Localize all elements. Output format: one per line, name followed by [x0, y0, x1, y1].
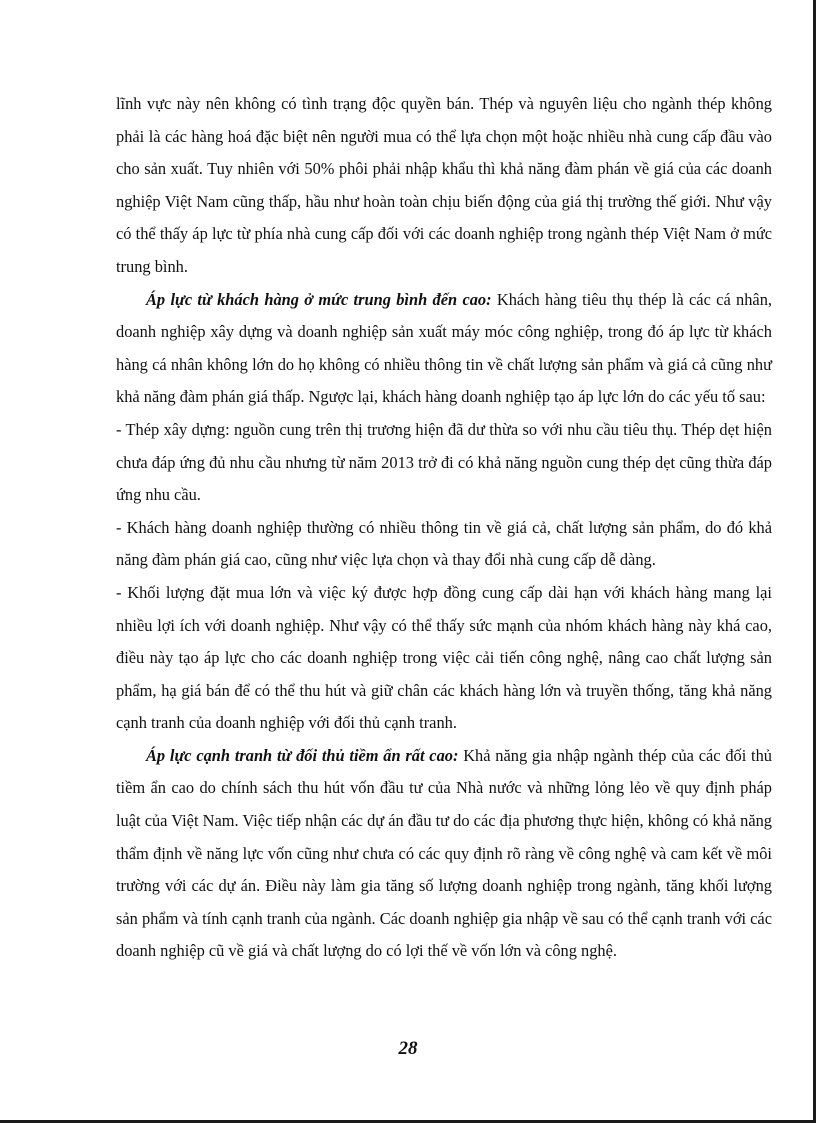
paragraph-text: - Khối lượng đặt mua lớn và việc ký được hợp đồng cung cấp dài hạn với khách hàng mang lại nhiều lợi ích với doanh nghiệp. Như vậy có thể thấy sức mạnh của nhóm khách hàng này khá cao, điều này tạo áp lực cho các doanh nghiệp trong việc cải tiến công nghệ, nâng cao chất lượng sản phẩm, hạ giá bán để có thể thu hút và giữ chân các khách hàng lớn và truyền thống, tăng khả năng cạnh tranh của doanh nghiệp với đối thủ cạnh tranh.: [116, 582, 772, 733]
paragraph-customer-pressure: [116, 284, 772, 414]
paragraph-text: - Thép xây dựng: nguồn cung trên thị trương hiện đã dư thừa so với nhu cầu tiêu thụ. Thép dẹt hiện chưa đáp ứng đủ nhu cầu nhưng từ năm 2013 trở đi có khả năng nguồn cung thép dẹt cũng thừa đáp ứng nhu cầu.: [116, 419, 772, 505]
page-body: [116, 88, 772, 968]
paragraph-lead: Áp lực cạnh tranh từ đối thủ tiềm ẩn rất cao:: [146, 745, 459, 765]
bullet-construction-steel: [116, 414, 772, 512]
page-number: 28: [398, 1038, 418, 1059]
paragraph-potential-entrants: [116, 740, 772, 968]
paragraph-text: Khả năng gia nhập ngành thép của các đối thủ tiềm ẩn cao do chính sách thu hút vốn đầu tư của Nhà nước và những lỏng lẻo về quy định pháp luật của Việt Nam. Việc tiếp nhận các dự án đầu tư do các địa phương thực hiện, không có khả năng thẩm định về năng lực vốn cũng như chưa có các quy định rõ ràng về công nghệ và cam kết về môi trường với các dự án. Điều này làm gia tăng số lượng doanh nghiệp trong ngành, tăng khối lượng sản phẩm và tính cạnh tranh của ngành. Các doanh nghiệp gia nhập về sau có thể cạnh tranh với các doanh nghiệp cũ về giá và chất lượng do có lợi thế về vốn lớn và công nghệ.: [116, 745, 772, 961]
bullet-order-volume: [116, 577, 772, 740]
paragraph-supplier-pressure: [116, 88, 772, 284]
paragraph-text: lĩnh vực này nên không có tình trạng độc quyền bán. Thép và nguyên liệu cho ngành thép không phải là các hàng hoá đặc biệt nên người mua có thể lựa chọn một hoặc nhiều nhà cung cấp đầu vào cho sản xuất. Tuy nhiên với 50% phôi phải nhập khẩu thì khả năng đàm phán về giá của các doanh nghiệp Việt Nam cũng thấp, hầu như hoàn toàn chịu biến động của giá thị trường thế giới. Như vậy có thể thấy áp lực từ phía nhà cung cấp đối với các doanh nghiệp trong ngành thép Việt Nam ở mức trung bình.: [116, 94, 772, 276]
paragraph-text: Khách hàng tiêu thụ thép là các cá nhân, doanh nghiệp xây dựng và doanh nghiệp sản xuất máy móc công nghiệp, trong đó áp lực từ khách hàng cá nhân không lớn do họ không có nhiều thông tin về chất lượng sản phẩm và giá cả cũng như khả năng đàm phán giá thấp. Ngược lại, khách hàng doanh nghiệp tạo áp lực lớn do các yếu tố sau:: [116, 289, 773, 407]
bullet-business-customers: [116, 512, 772, 577]
paragraph-lead: Áp lực từ khách hàng ở mức trung bình đến cao:: [146, 289, 492, 309]
paragraph-text: - Khách hàng doanh nghiệp thường có nhiều thông tin về giá cả, chất lượng sản phẩm, do đó khả năng đàm phán giá cao, cũng như việc lựa chọn và thay đổi nhà cung cấp dễ dàng.: [116, 517, 772, 570]
